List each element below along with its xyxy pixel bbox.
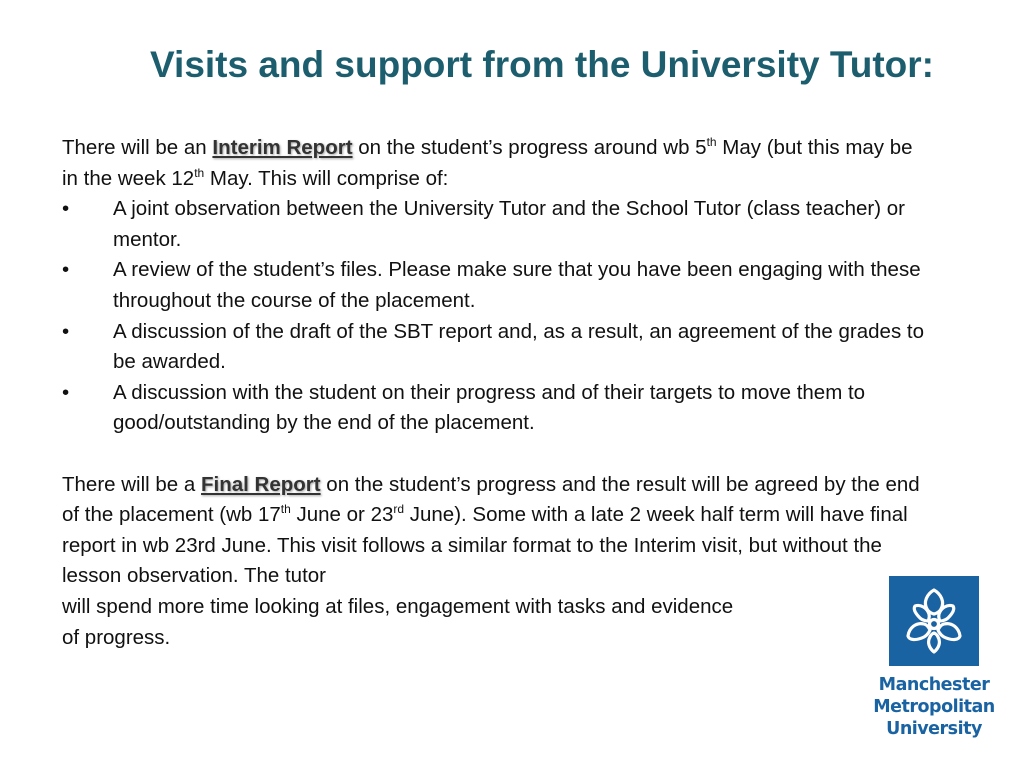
list-item xyxy=(62,317,932,378)
bullet-text: A discussion with the student on their progress and of their targets to move them to good/outstanding by the end of the placement. xyxy=(113,380,866,435)
interim-text: May. This will comprise of: xyxy=(204,166,449,190)
interim-text: There will be an xyxy=(62,136,213,159)
final-text: of progress. xyxy=(62,625,171,649)
superscript: rd xyxy=(393,502,405,517)
interim-text: May (but this may be in the week 12 xyxy=(62,136,913,190)
bee-emblem-icon xyxy=(889,576,979,666)
bullet-icon: • xyxy=(62,380,70,404)
paragraph-spacer xyxy=(62,439,932,470)
logo-line: Metropolitan xyxy=(873,697,995,717)
interim-text: on the student’s progress around wb 5 xyxy=(352,136,707,159)
logo-line: Manchester xyxy=(878,675,990,695)
interim-paragraph xyxy=(62,133,932,194)
final-text: will spend more time looking at files, engagement with tasks and evidence xyxy=(62,594,734,618)
superscript: th xyxy=(280,502,291,517)
bullet-icon: • xyxy=(62,258,70,282)
superscript: th xyxy=(706,135,717,149)
bullet-text: A discussion of the draft of the SBT report and, as a result, an agreement of the grades to be awarded. xyxy=(113,319,924,374)
list-item xyxy=(62,378,932,439)
superscript: th xyxy=(194,165,205,180)
final-text: on the student’s progress and the result will be agreed by the end of the placement (wb 17 xyxy=(62,472,920,527)
slide-content xyxy=(62,133,932,653)
logo-line: University xyxy=(886,719,982,739)
slide-title: Visits and support from the University Tutor: xyxy=(150,44,934,85)
bullet-icon: • xyxy=(62,319,70,343)
list-item xyxy=(62,255,932,316)
final-report-link[interactable]: Final Report xyxy=(201,472,321,496)
logo-emblem xyxy=(889,576,979,666)
interim-report-link[interactable]: Interim Report xyxy=(212,136,353,159)
bullet-icon: • xyxy=(62,197,70,221)
university-logo xyxy=(864,576,1004,746)
interim-bullet-list xyxy=(62,194,932,439)
final-paragraph xyxy=(62,470,932,654)
final-text: June). Some with a late 2 week half term will have final report in wb 23rd June. This visit follows a similar format to the Interim visit, but without the lesson observation. The tutor xyxy=(62,503,908,588)
list-item xyxy=(62,194,932,255)
bullet-text: A joint observation between the University Tutor and the School Tutor (class teacher) or mentor. xyxy=(113,197,905,251)
logo-wordmark xyxy=(864,674,1004,740)
final-text: June or 23 xyxy=(290,503,394,527)
final-text: There will be a xyxy=(62,472,202,496)
bullet-text: A review of the student’s files. Please make sure that you have been engaging with these throughout the course of the placement. xyxy=(113,258,921,312)
